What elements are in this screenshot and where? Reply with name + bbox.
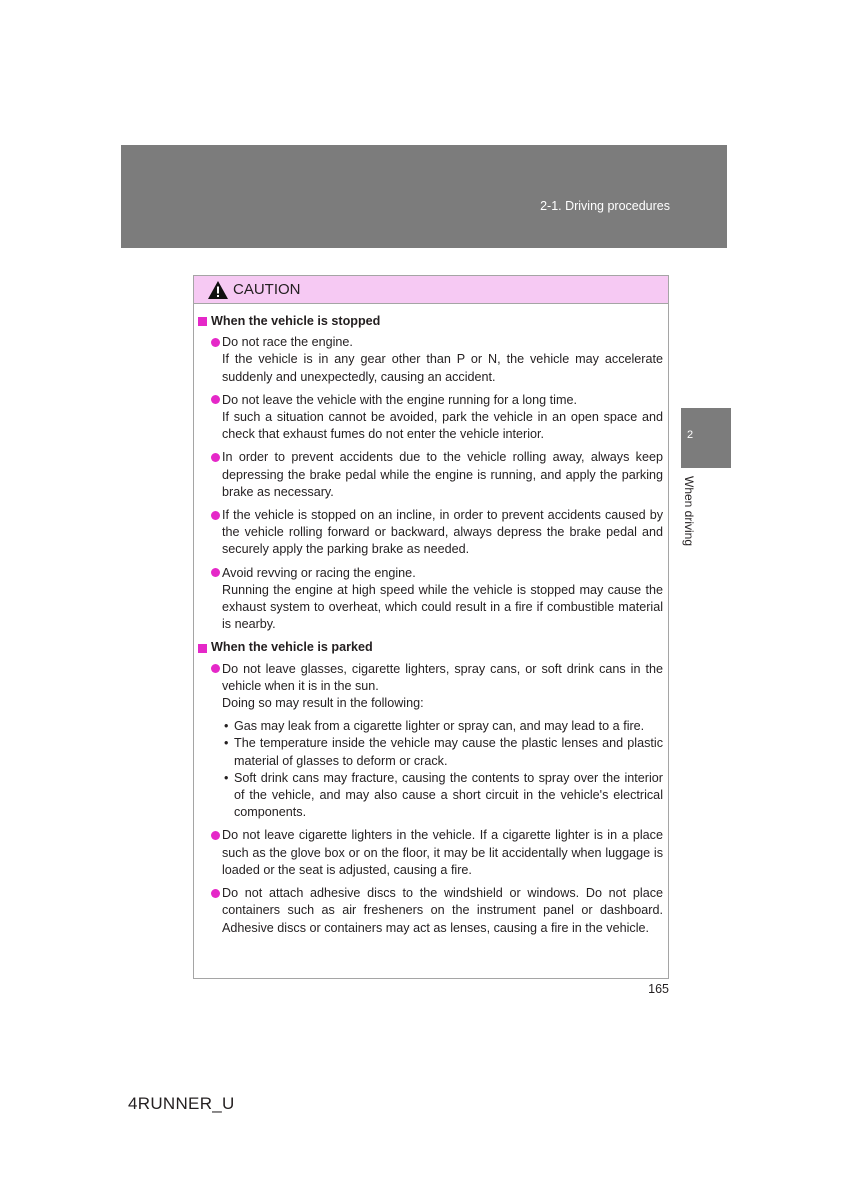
caution-subitem bbox=[222, 718, 663, 735]
document-id: 4RUNNER_U bbox=[128, 1094, 235, 1113]
caution-item-line: If the vehicle is stopped on an incline, in order to prevent accidents caused by the vehicle rolling forward or backward, always depress the brake pedal and securely apply the parking brake as needed. bbox=[222, 508, 663, 557]
section-title: 2-1. Driving procedures bbox=[540, 199, 670, 213]
caution-item-line: Running the engine at high speed while the vehicle is stopped may cause the exhaust system to overheat, which could result in a fire if combustible material is nearby. bbox=[222, 582, 663, 632]
caution-body bbox=[194, 304, 668, 937]
caution-item-text bbox=[222, 449, 663, 501]
circle-bullet-icon bbox=[211, 511, 220, 520]
header-band bbox=[121, 145, 727, 248]
caution-item-line: Do not leave glasses, cigarette lighters, spray cans, or soft drink cans in the vehicle when it is in the sun. bbox=[222, 661, 663, 693]
caution-section bbox=[198, 639, 663, 936]
caution-subitem-text: Gas may leak from a cigarette lighter or spray can, and may lead to a fire. bbox=[234, 719, 645, 734]
caution-list bbox=[198, 661, 663, 937]
circle-bullet-icon bbox=[211, 664, 220, 673]
caution-subitem bbox=[222, 770, 663, 822]
caution-item-line: Do not race the engine. bbox=[222, 335, 353, 350]
chapter-label: When driving bbox=[682, 476, 696, 547]
circle-bullet-icon bbox=[211, 831, 220, 840]
caution-section bbox=[198, 313, 663, 633]
caution-item-line: In order to prevent accidents due to the vehicle rolling away, always keep depressing the brake pedal while the engine is running, and apply the parking brake as necessary. bbox=[222, 450, 663, 499]
bullet-icon: • bbox=[224, 719, 229, 734]
caution-item bbox=[198, 392, 663, 444]
caution-item-text bbox=[222, 507, 663, 559]
bullet-icon: • bbox=[224, 736, 229, 751]
circle-bullet-icon bbox=[211, 889, 220, 898]
caution-item-text bbox=[222, 885, 663, 937]
chapter-number: 2 bbox=[687, 429, 694, 441]
circle-bullet-icon bbox=[211, 338, 220, 347]
caution-item-line: If the vehicle is in any gear other than P or N, the vehicle may accelerate suddenly and unexpectedly, causing an accident. bbox=[222, 352, 663, 384]
caution-item bbox=[198, 449, 663, 501]
caution-subitem-text: Soft drink cans may fracture, causing the contents to spray over the interior of the vehicle, and may also cause a short circuit in the vehicle's electrical components. bbox=[234, 770, 663, 820]
caution-item bbox=[198, 661, 663, 822]
caution-item-line: Do not attach adhesive discs to the windshield or windows. Do not place containers such as air fresheners on the instrument panel or dashboard. Adhesive discs or containers may act as lenses, causing a fire in the vehicle. bbox=[222, 886, 663, 935]
caution-item bbox=[198, 827, 663, 879]
caution-item-line: Doing so may result in the following: bbox=[222, 696, 424, 711]
caution-item-line: If such a situation cannot be avoided, park the vehicle in an open space and check that exhaust fumes do not enter the vehicle interior. bbox=[222, 410, 663, 442]
caution-item-text bbox=[222, 334, 663, 386]
caution-box bbox=[193, 275, 669, 979]
section-heading bbox=[198, 639, 663, 656]
page-number: 165 bbox=[648, 982, 669, 996]
section-heading-text: When the vehicle is stopped bbox=[211, 314, 381, 328]
caution-item-line: Do not leave cigarette lighters in the vehicle. If a cigarette lighter is in a place such as the glove box or on the floor, it may be lit accidentally when luggage is loaded or the seat is adjusted, causing a fire. bbox=[222, 828, 663, 877]
caution-header bbox=[194, 276, 668, 304]
square-bullet-icon bbox=[198, 644, 207, 653]
bullet-icon: • bbox=[224, 770, 229, 785]
caution-item-text bbox=[222, 661, 663, 713]
section-heading-text: When the vehicle is parked bbox=[211, 640, 373, 655]
caution-subitems bbox=[222, 718, 663, 821]
caution-item-line: Do not leave the vehicle with the engine running for a long time. bbox=[222, 392, 577, 407]
caution-item bbox=[198, 334, 663, 386]
caution-item-text bbox=[222, 392, 663, 444]
caution-subitem bbox=[222, 735, 663, 769]
chapter-tab bbox=[681, 408, 731, 468]
caution-list bbox=[198, 334, 663, 633]
circle-bullet-icon bbox=[211, 568, 220, 577]
caution-subitem-text: The temperature inside the vehicle may cause the plastic lenses and plastic material of glasses to deform or crack. bbox=[234, 736, 663, 768]
section-heading bbox=[198, 313, 663, 330]
caution-title: CAUTION bbox=[233, 281, 301, 298]
caution-item bbox=[198, 885, 663, 937]
caution-item bbox=[198, 565, 663, 634]
caution-item-text bbox=[222, 827, 663, 879]
caution-item-line: Avoid revving or racing the engine. bbox=[222, 565, 416, 580]
caution-item-text bbox=[222, 565, 663, 634]
circle-bullet-icon bbox=[211, 395, 220, 404]
warning-icon bbox=[207, 280, 229, 300]
caution-item bbox=[198, 507, 663, 559]
circle-bullet-icon bbox=[211, 453, 220, 462]
square-bullet-icon bbox=[198, 317, 207, 326]
